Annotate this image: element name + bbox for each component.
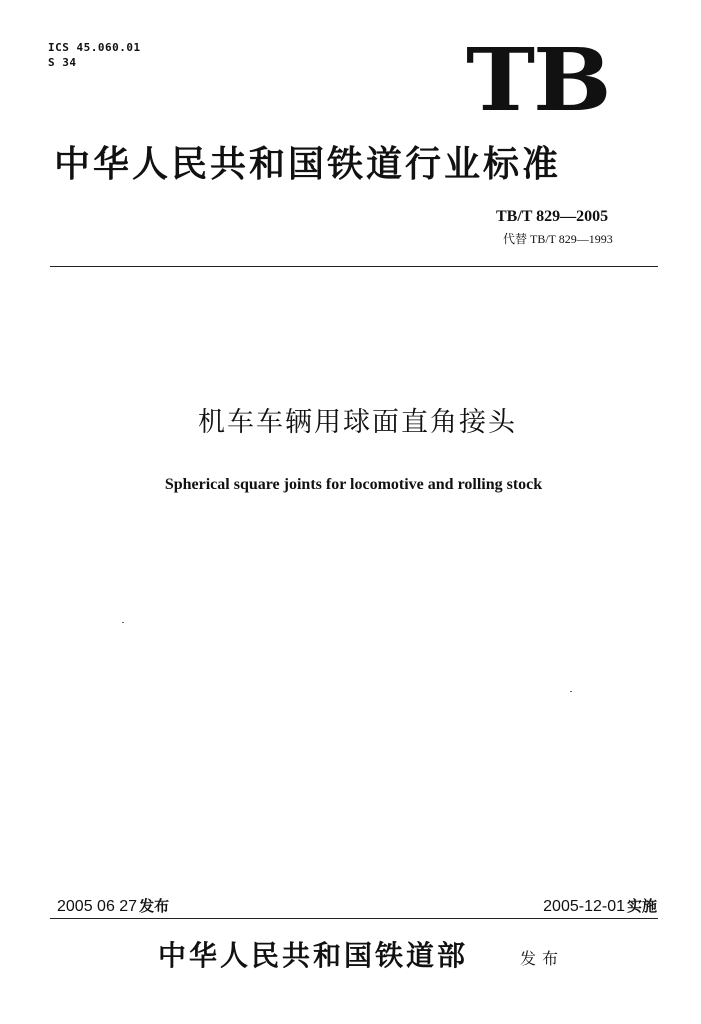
implementation-date-value: 2005-12-01 xyxy=(543,898,625,915)
implementation-date-label: 实施 xyxy=(626,897,657,915)
publisher-action: 发布 xyxy=(520,949,565,968)
tb-logo: TB xyxy=(466,30,610,131)
header-divider xyxy=(50,266,658,267)
ics-code: ICS 45.060.01 xyxy=(48,41,141,54)
issue-date-value: 2005 06 27 xyxy=(57,898,138,915)
publisher-name: 中华人民共和国铁道部 xyxy=(158,939,469,972)
ccs-code: S 34 xyxy=(48,56,77,69)
document-title-chinese: 机车车辆用球面直角接头 xyxy=(198,407,517,438)
standard-type-title: 中华人民共和国铁道行业标准 xyxy=(54,143,562,185)
classification-block xyxy=(48,40,141,70)
issue-date xyxy=(57,895,169,918)
footer-divider xyxy=(50,918,658,919)
issue-date-label: 发布 xyxy=(139,897,170,915)
scan-speck xyxy=(122,622,124,623)
implementation-date xyxy=(543,895,657,918)
scan-speck xyxy=(570,691,572,692)
standard-number: TB/T 829—2005 xyxy=(496,208,609,225)
document-title-english: Spherical square joints for locomotive and rolling stock xyxy=(164,476,543,493)
replaces-note: 代替 TB/T 829—1993 xyxy=(503,232,613,246)
